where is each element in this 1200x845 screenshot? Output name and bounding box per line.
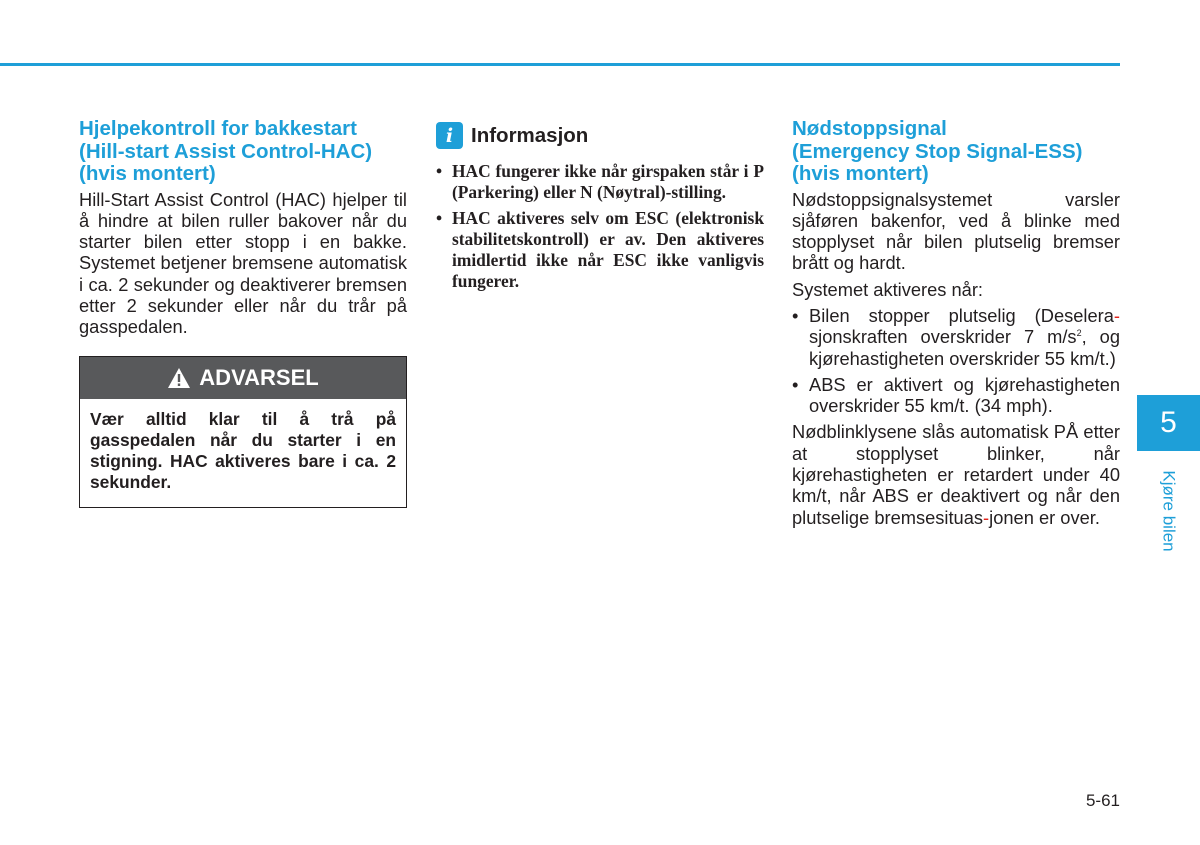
column-ess [792, 118, 1120, 528]
text-fragment: jonen er over. [989, 506, 1100, 528]
warning-triangle-icon [167, 367, 191, 389]
column-info [436, 118, 764, 297]
chapter-number-tab: 5 [1137, 395, 1200, 451]
info-list-item: • HAC aktiveres selv om ESC (elektronisk stabilitetskontroll) er av. Den aktiveres imidlertid ikke når ESC ikke vanligvis fungerer. [436, 208, 764, 292]
warning-title: ADVARSEL [199, 364, 319, 390]
hyphen-mark: - [983, 506, 990, 528]
heading-line: Nødstoppsignal [792, 117, 947, 140]
info-title: Informasjon [471, 123, 589, 147]
page-number: 5-61 [1085, 791, 1120, 810]
ess-activates-label: Systemet aktiveres når: [792, 278, 984, 300]
heading-line: (Hill-start Assist Control-HAC) [79, 139, 373, 163]
warning-box [79, 356, 407, 508]
ess-condition-item: • ABS er aktivert og kjørehastigheten overskrider 55 km/t. (34 mph). [792, 374, 1120, 417]
heading-line: (hvis montert) [79, 162, 216, 185]
ess-closing [792, 421, 1120, 527]
heading-line: (hvis montert) [792, 162, 929, 185]
heading-line: Hjelpekontroll for bakkestart [79, 117, 357, 140]
text-fragment: Nødblinklysene slås automatisk PÅ etter at stopplyset blinker, når kjørehastigheten er retardert under 40 km/t, når ABS er deaktivert og når den plutselige bremsesituas [792, 421, 1120, 528]
section-heading-hac [79, 118, 407, 186]
column-hac [79, 118, 407, 508]
ess-intro: Nødstoppsignalsystemet varsler sjåføren bakenfor, ved å blinke med stopplyset når bilen plutselig bremser brått og hardt. [792, 188, 1120, 274]
info-icon: i [436, 122, 463, 149]
ess-conditions-list [792, 305, 1120, 416]
chapter-title-text: Kjøre bilen [1159, 470, 1179, 552]
text-fragment: , og kjørehastigheten overskrider 55 km/t.) [809, 326, 1120, 369]
heading-line: (Emergency Stop Signal-ESS) [792, 139, 1083, 163]
text-fragment: Bilen stopper plutselig (Deselera [809, 304, 1114, 326]
warning-header [80, 357, 406, 399]
info-list-item: • HAC fungerer ikke når girspaken står i P (Parkering) eller N (Nøytral)-stilling. [436, 161, 764, 203]
ess-condition-item [792, 305, 1120, 369]
header-rule [0, 63, 1120, 66]
info-header [436, 122, 764, 149]
text-fragment: sjonskraften overskrider 7 m/s [809, 326, 1077, 348]
hyphen-mark: - [1113, 304, 1120, 326]
info-list [436, 161, 764, 292]
superscript: 2 [1076, 328, 1082, 339]
chapter-title [1137, 456, 1200, 566]
section-heading-ess [792, 118, 1120, 186]
warning-text: Vær alltid klar til å trå på gasspedalen når du starter i en stigning. HAC aktiveres bare i ca. 2 sekunder. [90, 408, 396, 493]
hac-description: Hill-Start Assist Control (HAC) hjelper til å hindre at bilen ruller bakover når du starter bilen etter stopp i en bakke. Systemet betjener bremsene automatisk i ca. 2 sekunder og deaktiverer bremsen etter 2 sekunder eller når du trår på gasspedalen. [79, 188, 407, 338]
